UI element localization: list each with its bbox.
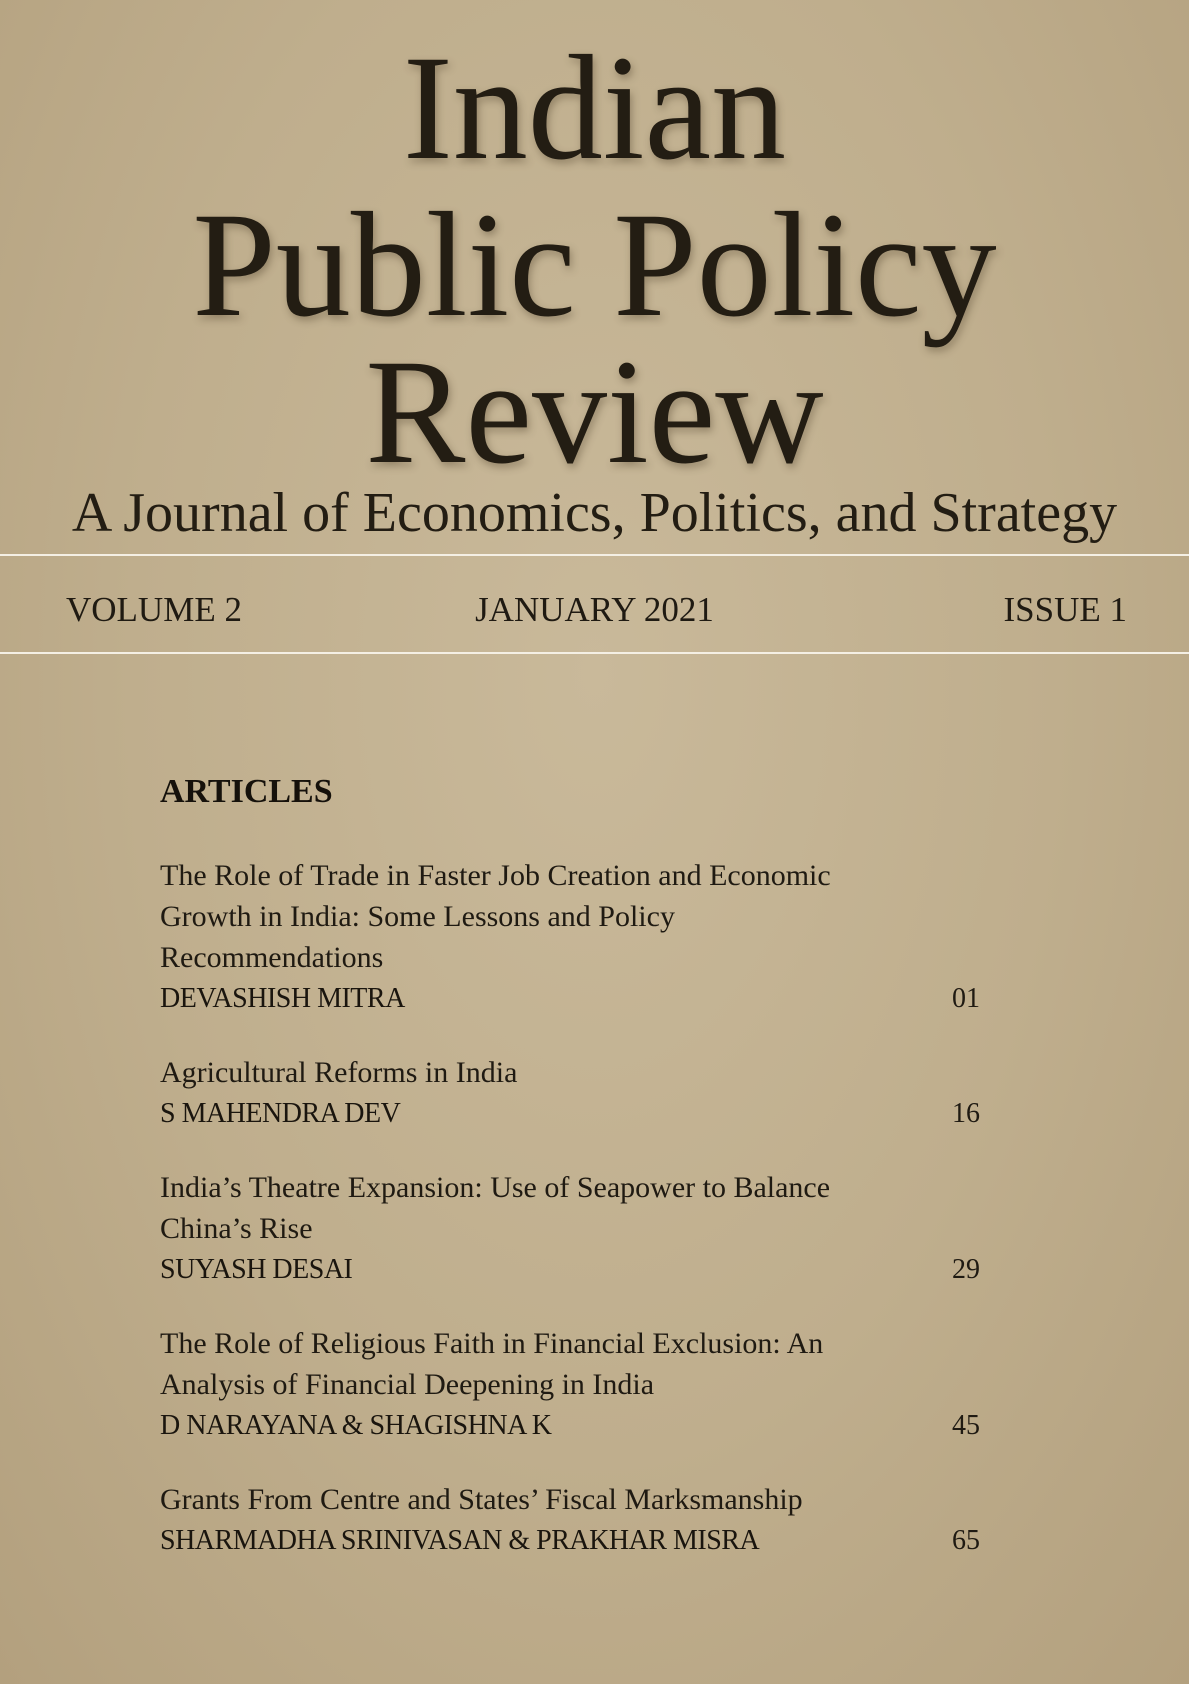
issue-label: ISSUE 1 (1003, 590, 1127, 629)
journal-title-line-3: Review (365, 329, 824, 495)
journal-title-line-2: Public Policy (192, 182, 997, 348)
article-title: Grants From Centre and States’ Fiscal Marksmanship (160, 1483, 803, 1516)
article-author: DEVASHISH MITRA (160, 983, 405, 1014)
article-author: SHARMADHA SRINIVASAN & PRAKHAR MISRA (160, 1525, 760, 1556)
article-entry[interactable] (160, 855, 1000, 1019)
article-entry[interactable] (160, 1167, 1000, 1290)
article-author: S MAHENDRA DEV (160, 1098, 401, 1129)
article-title: The Role of Religious Faith in Financial Exclusion: An Analysis of Financial Deepening in India (160, 1327, 824, 1401)
article-page-number: 29 (952, 1254, 980, 1285)
article-title: India’s Theatre Expansion: Use of Seapower to Balance China’s Rise (160, 1171, 831, 1245)
article-entry[interactable] (160, 1052, 1000, 1134)
volume-label: VOLUME 2 (66, 590, 242, 629)
bottom-divider (0, 652, 1189, 654)
article-page-number: 16 (952, 1098, 980, 1129)
article-title: Agricultural Reforms in India (160, 1056, 518, 1089)
article-entry[interactable] (160, 1323, 1000, 1446)
article-title: The Role of Trade in Faster Job Creation and Economic Growth in India: Some Lessons and Policy Recommendations (160, 859, 831, 974)
article-page-number: 01 (952, 983, 980, 1014)
article-page-number: 45 (952, 1410, 980, 1441)
article-author: SUYASH DESAI (160, 1254, 353, 1285)
issue-date: JANUARY 2021 (475, 590, 714, 629)
articles-heading: ARTICLES (160, 773, 333, 810)
article-entry[interactable] (160, 1479, 1000, 1561)
table-of-contents (160, 855, 1000, 1594)
top-divider (0, 554, 1189, 556)
journal-title-line-1: Indian (402, 25, 787, 191)
article-author: D NARAYANA & SHAGISHNA K (160, 1410, 552, 1441)
journal-subtitle: A Journal of Economics, Politics, and Strategy (71, 482, 1118, 544)
article-page-number: 65 (952, 1525, 980, 1556)
